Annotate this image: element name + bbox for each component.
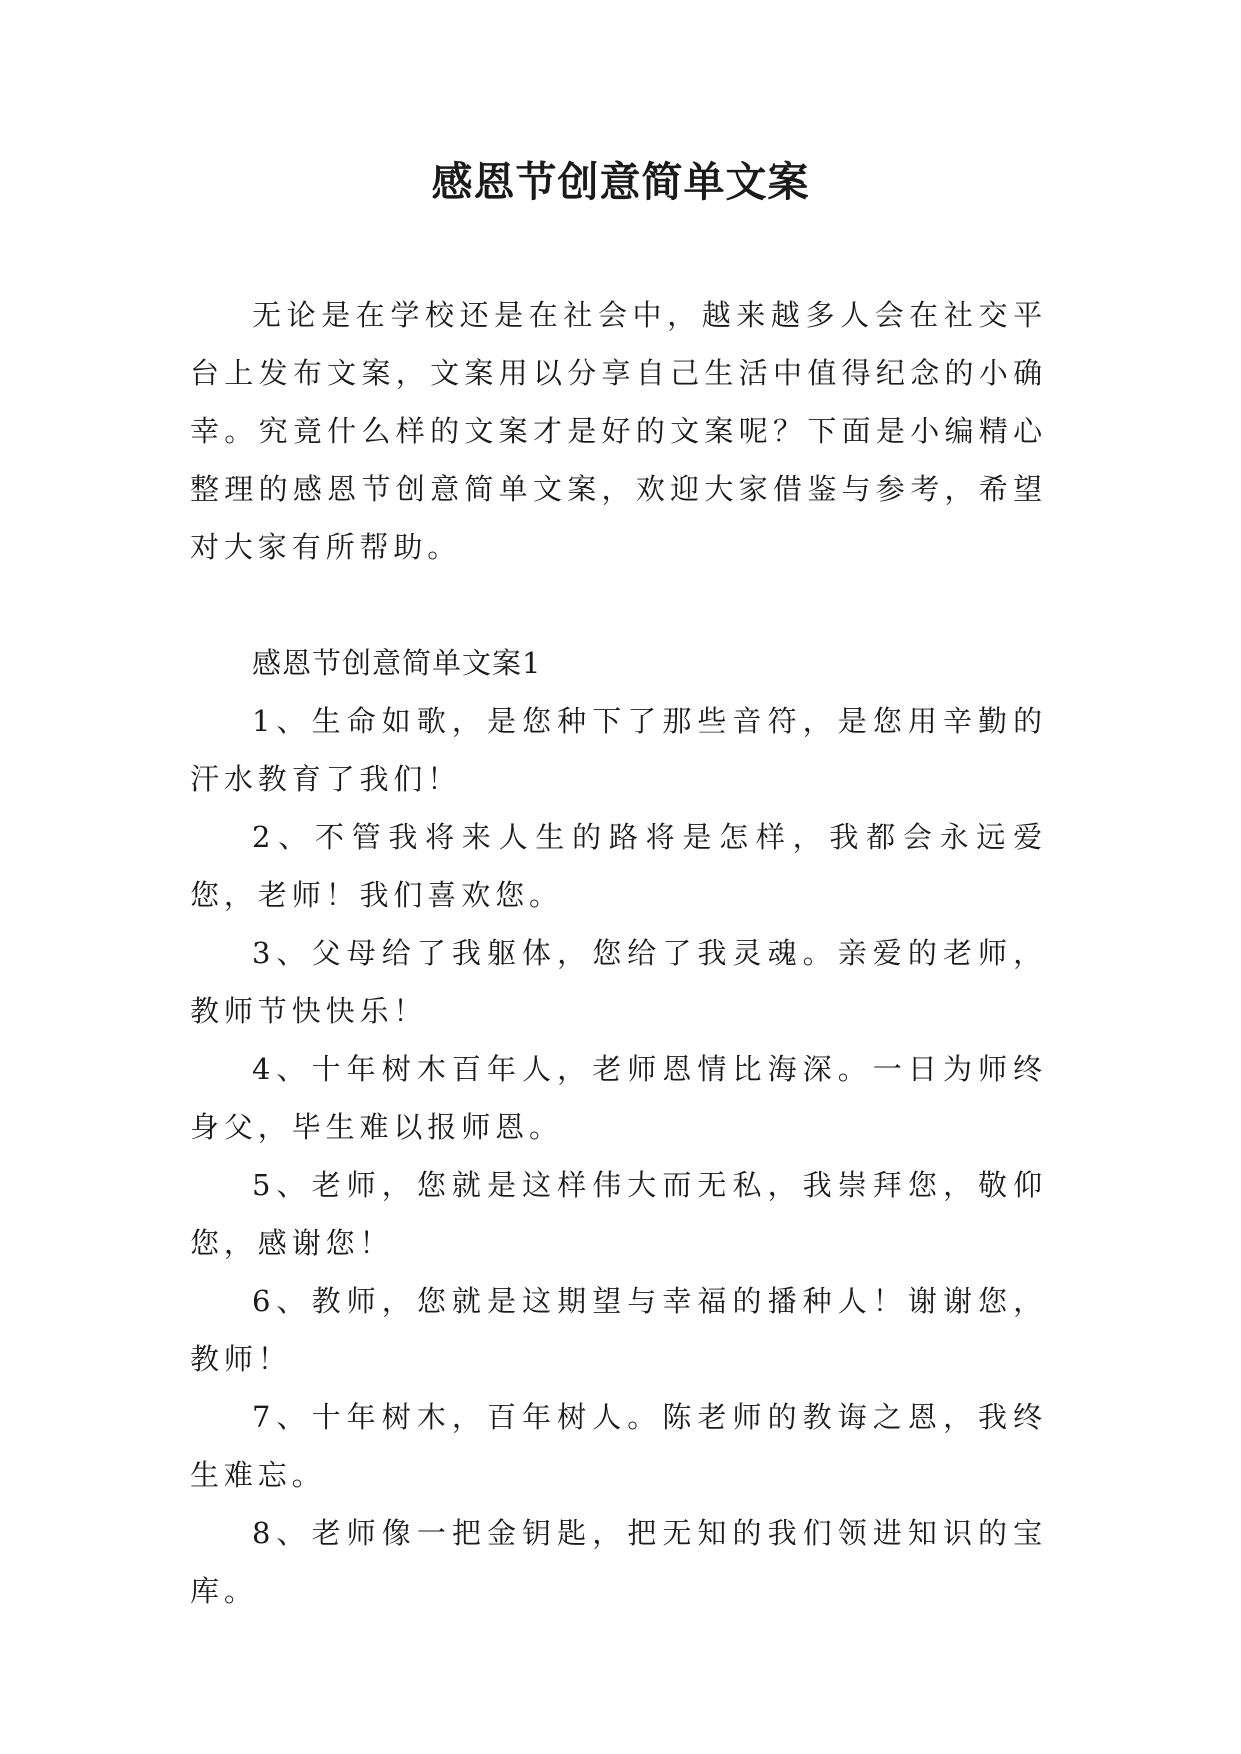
section-heading: 感恩节创意简单文案1 bbox=[252, 646, 542, 680]
copy-list bbox=[190, 692, 1047, 1620]
document-title: 感恩节创意简单文案 bbox=[431, 158, 810, 206]
list-item: 5、老师，您就是这样伟大而无私，我崇拜您，敬仰您，感谢您！ bbox=[190, 1168, 1047, 1260]
list-item: 3、父母给了我躯体，您给了我灵魂。亲爱的老师，教师节快快乐！ bbox=[190, 936, 1047, 1028]
list-item: 8、老师像一把金钥匙，把无知的我们领进知识的宝库。 bbox=[190, 1516, 1047, 1608]
list-item: 6、教师，您就是这期望与幸福的播种人！谢谢您，教师！ bbox=[190, 1284, 1047, 1376]
list-item: 7、十年树木，百年树人。陈老师的教诲之恩，我终生难忘。 bbox=[190, 1400, 1047, 1492]
list-item: 2、不管我将来人生的路将是怎样，我都会永远爱您，老师！我们喜欢您。 bbox=[190, 820, 1047, 912]
list-item: 4、十年树木百年人，老师恩情比海深。一日为师终身父，毕生难以报师恩。 bbox=[190, 1052, 1047, 1144]
list-item: 1、生命如歌，是您种下了那些音符，是您用辛勤的汗水教育了我们！ bbox=[190, 704, 1047, 796]
intro-paragraph: 无论是在学校还是在社会中，越来越多人会在社交平台上发布文案，文案用以分享自己生活中值得纪念的小确幸。究竟什么样的文案才是好的文案呢？下面是小编精心整理的感恩节创意简单文案，欢迎大家借鉴与参考，希望对大家有所帮助。 bbox=[190, 298, 1047, 564]
